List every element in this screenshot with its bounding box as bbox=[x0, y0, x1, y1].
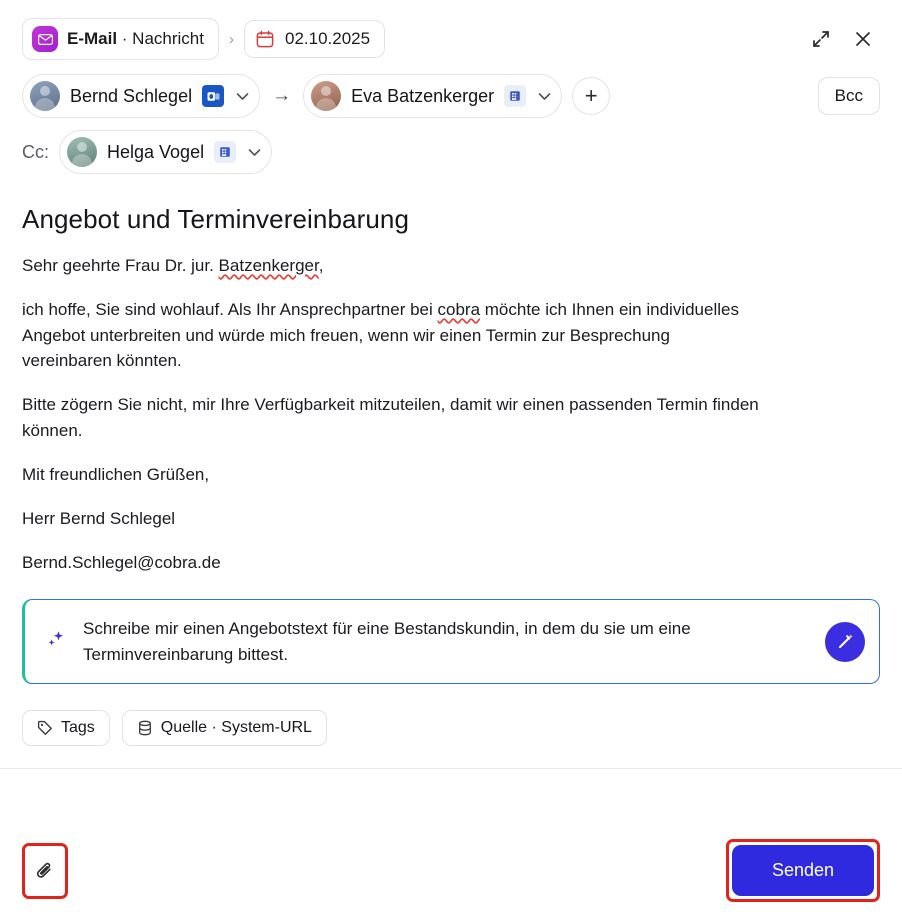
composer-footer bbox=[0, 819, 902, 922]
breadcrumb-mail-suffix: Nachricht bbox=[132, 29, 204, 48]
breadcrumb-separator: › bbox=[228, 30, 234, 48]
tags-label: Tags bbox=[61, 719, 95, 737]
salutation-suffix: , bbox=[318, 256, 324, 275]
paragraph-signature-name: Herr Bernd Schlegel bbox=[22, 508, 176, 528]
send-button[interactable]: Senden bbox=[732, 845, 874, 896]
breadcrumb-mail-prefix: E-Mail bbox=[67, 29, 118, 48]
recipients-row bbox=[0, 68, 902, 122]
salutation-name: Batzenkerger bbox=[218, 256, 319, 275]
tag-icon bbox=[37, 720, 53, 736]
breadcrumb-date-label: 02.10.2025 bbox=[284, 29, 371, 48]
paperclip-icon[interactable] bbox=[28, 849, 62, 893]
cc-row bbox=[0, 122, 902, 180]
subject-line[interactable]: Angebot und Terminvereinbarung bbox=[22, 204, 410, 234]
message-body[interactable] bbox=[0, 180, 902, 593]
recipient-arrow: → bbox=[272, 85, 292, 106]
breadcrumb-mail-sep: · bbox=[117, 29, 133, 48]
tags-button[interactable] bbox=[22, 710, 110, 746]
meta-chips-row bbox=[0, 684, 902, 768]
calendar-icon bbox=[254, 28, 276, 50]
paragraph-salutation bbox=[22, 253, 762, 279]
database-icon bbox=[137, 720, 153, 736]
breadcrumb-mail-label bbox=[67, 29, 204, 49]
close-icon[interactable] bbox=[846, 22, 880, 56]
paragraph-signature-email: Bernd.Schlegel@cobra.de bbox=[22, 552, 221, 572]
salutation-prefix: Sehr geehrte Frau Dr. jur. bbox=[22, 256, 219, 275]
paragraph-availability: Bitte zögern Sie nicht, mir Ihre Verfügbarkeit mitzuteilen, damit wir einen passenden Termin finden können. bbox=[22, 395, 759, 441]
window-top-bar bbox=[0, 0, 902, 68]
cc-label: Cc: bbox=[22, 141, 49, 162]
paragraph-closing: Mit freundlichen Grüßen, bbox=[22, 464, 210, 484]
avatar bbox=[67, 137, 97, 167]
ai-prompt-section bbox=[0, 593, 902, 684]
footer-divider bbox=[0, 768, 902, 769]
avatar bbox=[30, 81, 60, 111]
chevron-down-icon[interactable] bbox=[536, 92, 551, 101]
send-highlight bbox=[726, 839, 880, 902]
bcc-button[interactable]: Bcc bbox=[818, 77, 880, 115]
add-recipient-button[interactable]: + bbox=[572, 77, 610, 115]
mail-icon bbox=[32, 26, 58, 52]
outlook-icon bbox=[202, 85, 224, 107]
ai-prompt-text: Schreibe mir einen Angebotstext für eine Bestandskundin, in dem du sie um eine Terminvereinbarung bittest. bbox=[83, 619, 691, 664]
recipient-chip-cc[interactable] bbox=[59, 130, 272, 174]
expand-diagonal-icon[interactable] bbox=[804, 22, 838, 56]
building-icon bbox=[214, 141, 236, 163]
attach-highlight bbox=[22, 843, 68, 899]
intro-part-b: möchte ich Ihnen ein individuelles Angebot unterbreiten und würde mich freuen, wenn wir einen Termin zur Besprechung vereinbaren könnten. bbox=[22, 299, 739, 371]
sparkles-icon bbox=[41, 628, 69, 656]
intro-part-a: ich hoffe, Sie sind wohlauf. Als Ihr Ansprechpartner bei bbox=[22, 299, 438, 319]
sender-name: Bernd Schlegel bbox=[70, 85, 193, 106]
breadcrumb-mail-chip[interactable] bbox=[22, 18, 219, 60]
avatar bbox=[311, 81, 341, 111]
paragraph-intro bbox=[22, 297, 762, 374]
intro-brand: cobra bbox=[437, 299, 481, 319]
chevron-down-icon[interactable] bbox=[234, 92, 249, 101]
breadcrumb-date-chip[interactable] bbox=[244, 20, 385, 58]
source-button[interactable] bbox=[122, 710, 327, 746]
sender-chip[interactable] bbox=[22, 74, 260, 118]
recipient-chip-to[interactable] bbox=[303, 74, 562, 118]
magic-wand-icon[interactable] bbox=[825, 622, 865, 662]
recipient-name: Eva Batzenkerger bbox=[351, 85, 495, 106]
source-label: Quelle · System-URL bbox=[160, 719, 312, 737]
building-icon bbox=[504, 85, 526, 107]
cc-recipient-name: Helga Vogel bbox=[107, 141, 205, 162]
chevron-down-icon[interactable] bbox=[246, 148, 261, 157]
ai-prompt-box[interactable] bbox=[22, 599, 880, 684]
